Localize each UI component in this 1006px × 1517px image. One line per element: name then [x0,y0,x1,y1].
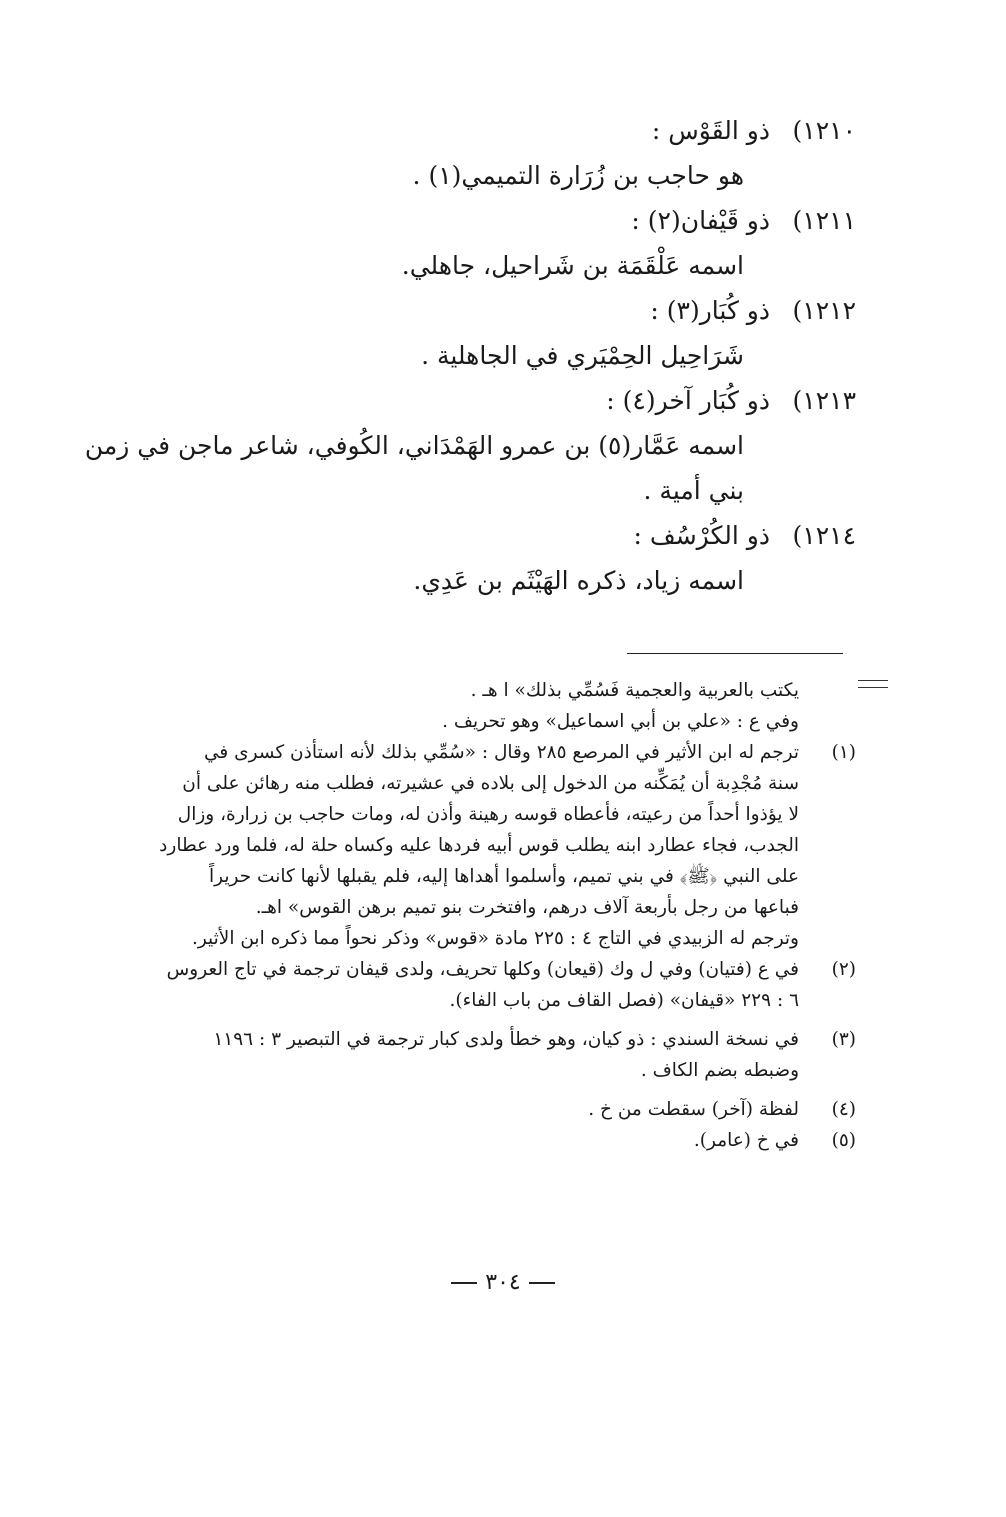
footnote-line: في نسخة السندي : ذو كيان، وهو خطأ ولدى كبار ترجمة في التبصير ٣ : ١١٩٦ [213,1029,799,1050]
footnote-line: وضبطه بضم الكاف . [640,1060,799,1081]
entry-line: اسمه عَلْقَمَة بن شَراحيل، جاهلي. [401,251,744,280]
entry [126,513,856,603]
footnote-line: ٦ : ٢٢٩ «قيفان» (فصل القاف من باب الفاء). [449,990,799,1011]
entry-line: اسمه عَمَّار(٥) بن عمرو الهَمْدَاني، الكُوفي، شاعر ماجن في زمن [84,431,744,460]
entry-heading [126,378,856,423]
entries-section [84,108,856,603]
entry-name: ذو الكُرْسُف : [633,521,770,550]
entry-name: ذو القَوْس : [651,116,770,145]
entry-body [126,333,744,378]
entry-body [126,153,744,198]
footnote-line: لفظة (آخر) سقطت من خ . [588,1099,799,1120]
footnote-continuation [126,676,799,738]
entry-number: ١٢١٢) [792,296,856,325]
entry [126,108,856,198]
footnote-line: وفي ع : «علي بن أبي اسماعيل» وهو تحريف . [442,711,799,732]
page-number-dash [451,1282,477,1284]
footnote [126,955,856,1017]
entry-body [126,558,744,603]
footnote-number: (٣) [831,1029,856,1050]
entry-heading [126,198,856,243]
entry-name: ذو كُبَار(٣) : [650,296,770,325]
entry [84,378,856,513]
entry-body [84,423,744,513]
footnote-line: في خ (عامر). [693,1130,799,1151]
entry-name: ذو قَيْفان(٢) : [631,206,770,235]
footnote [126,738,856,924]
entry-number: ١٢١٣) [792,386,856,415]
footnote-line: في ع (فتيان) وفي ل وك (قيعان) وكلها تحريف، ولدى قيفان ترجمة في تاج العروس [166,959,799,980]
entry-line: بني أمية . [643,476,744,505]
footnote-line: على النبي ﴿ﷺ﴾ في بني تميم، وأسلموا أهداها إليه، فلم يقبلها لأنها كانت حريراً [209,866,799,887]
footnote-line: لا يؤذوا أحداً من رعيته، فأعطاه قوسه رهينة وأذن له، ومات حاجب بن زرارة، وزال [177,804,799,825]
footnote-line: سنة مُجْدِبة أن يُمَكِّنه من الدخول إلى بلاده في عشيرته، فطلب منه رهائن على أن [182,773,799,794]
footnote-number: (١) [831,742,856,763]
entry [126,288,856,378]
footnote-separator [627,653,843,654]
footnote-line: الجدب، فجاء عطارد ابنه يطلب قوس أبيه فردها عليه وكساه حلة له، فلما ورد عطارد [159,835,799,856]
footnote [126,1126,856,1157]
entry-body [126,243,744,288]
footnote-subparagraph [126,924,799,955]
entry-name: ذو كُبَار آخر(٤) : [606,386,770,415]
entry-line: اسمه زياد، ذكره الهَيْثَم بن عَدِي. [413,566,744,595]
entry-heading [126,108,856,153]
footnote [126,1095,856,1126]
page-number-text: ٣٠٤ [485,1270,521,1295]
page-number-dash [529,1282,555,1284]
footnote-number: (٤) [831,1099,856,1120]
footnotes-section [126,676,856,1157]
page-number [0,1270,1006,1295]
entry-heading [126,288,856,333]
footnote-line: فباعها من رجل بأربعة آلاف درهم، وافتخرت بنو تميم برهن القوس» اهـ. [255,897,799,918]
footnote-number: (٢) [831,959,856,980]
entry-number: ١٢١٤) [792,521,856,550]
entry [126,198,856,288]
entry-line: شَرَاحِيل الحِمْيَري في الجاهلية . [421,341,744,370]
margin-mark [858,680,888,688]
footnote-line: يكتب بالعربية والعجمية فَسُمِّي بذلك» ا هـ . [470,680,799,701]
entry-line: هو حاجب بن زُرَارة التميمي(١) . [412,161,744,190]
footnote-line: وترجم له الزبيدي في التاج ٤ : ٢٢٥ مادة «قوس» وذكر نحواً مما ذكره ابن الأثير. [191,928,799,949]
entry-heading [126,513,856,558]
entry-number: ١٢١١) [792,206,856,235]
footnote-line: ترجم له ابن الأثير في المرصع ٢٨٥ وقال : «سُمِّي بذلك لأنه استأذن كسرى في [204,742,799,763]
footnote [126,1025,856,1087]
footnote-number: (٥) [831,1130,856,1151]
entry-number: ١٢١٠) [792,116,856,145]
